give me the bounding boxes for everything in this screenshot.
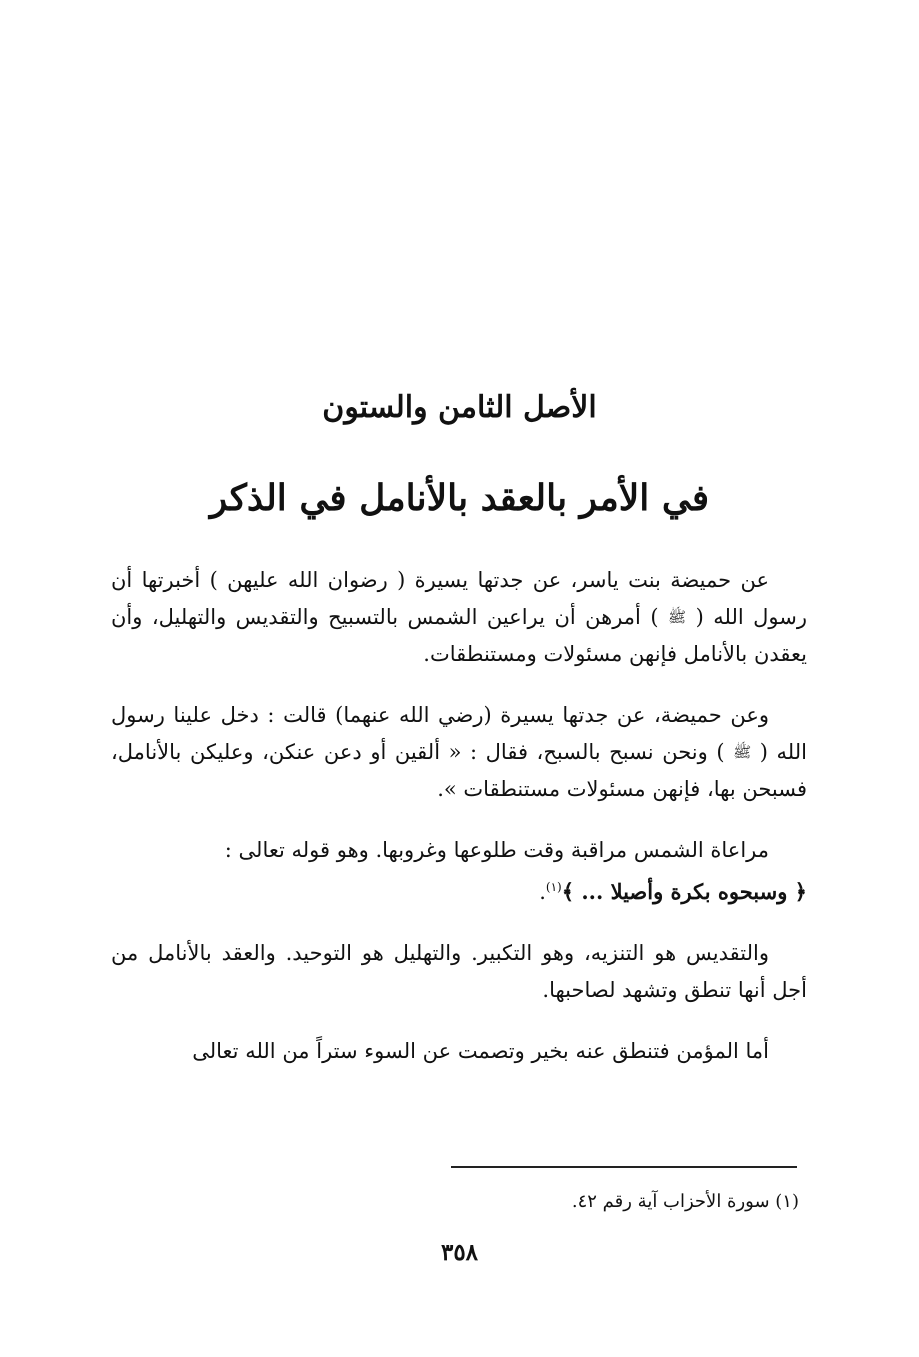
salawat-symbol: ﷺ bbox=[733, 743, 752, 761]
paragraph-5: أما المؤمن فتنطق عنه بخير وتصمت عن السوء ستراً من الله تعالى bbox=[192, 1039, 769, 1063]
paragraph-3 bbox=[111, 832, 807, 911]
chapter-label: الأصل الثامن والستون bbox=[322, 390, 597, 425]
paragraph-1 bbox=[111, 562, 807, 673]
paragraph-3-end: . bbox=[539, 880, 546, 904]
chapter-title: في الأمر بالعقد بالأنامل في الذكر bbox=[209, 477, 710, 519]
footnote-divider bbox=[451, 1166, 797, 1168]
paragraph-2-text-end: ) ونحن نسبح بالسبح، فقال : « ألقين أو دعن عنكن، وعليكن بالأنامل، فسبحن بها، فإنهن مسئولات مستنطقات ». bbox=[111, 740, 807, 801]
salawat-symbol: ﷺ bbox=[668, 608, 687, 626]
paragraph-2 bbox=[111, 697, 807, 808]
paragraph-4: والتقديس هو التنزيه، وهو التكبير. والتهليل هو التوحيد. والعقد بالأنامل من أجل أنها تنطق وتشهد لصاحبها. bbox=[111, 941, 807, 1002]
paragraph-3-text: مراعاة الشمس مراقبة وقت طلوعها وغروبها. وهو قوله تعالى : bbox=[224, 838, 769, 862]
paragraph-1-text-start: عن حميضة بنت ياسر، عن جدتها يسيرة ( رضوان الله عليهن ) أخبرتها أن رسول الله ( bbox=[111, 568, 807, 629]
footnote: (١) سورة الأحزاب آية رقم ٤٢. bbox=[571, 1191, 799, 1212]
paragraph-2-text-start: وعن حميضة، عن جدتها يسيرة (رضي الله عنهما) قالت : دخل علينا رسول الله ( bbox=[111, 703, 807, 764]
body-text bbox=[111, 562, 807, 1070]
footnote-reference[interactable]: (١) bbox=[545, 880, 562, 894]
paragraph-1-text-end: ) أمرهن أن يراعين الشمس بالتسبيح والتقديس والتهليل، وأن يعقدن بالأنامل فإنهن مسئولات ومستنطقات. bbox=[111, 605, 807, 666]
quran-verse: ﴿ وسبحوه بكرة وأصيلا ... ﴾ bbox=[561, 879, 807, 904]
page-number: ٣٥٨ bbox=[440, 1239, 479, 1266]
